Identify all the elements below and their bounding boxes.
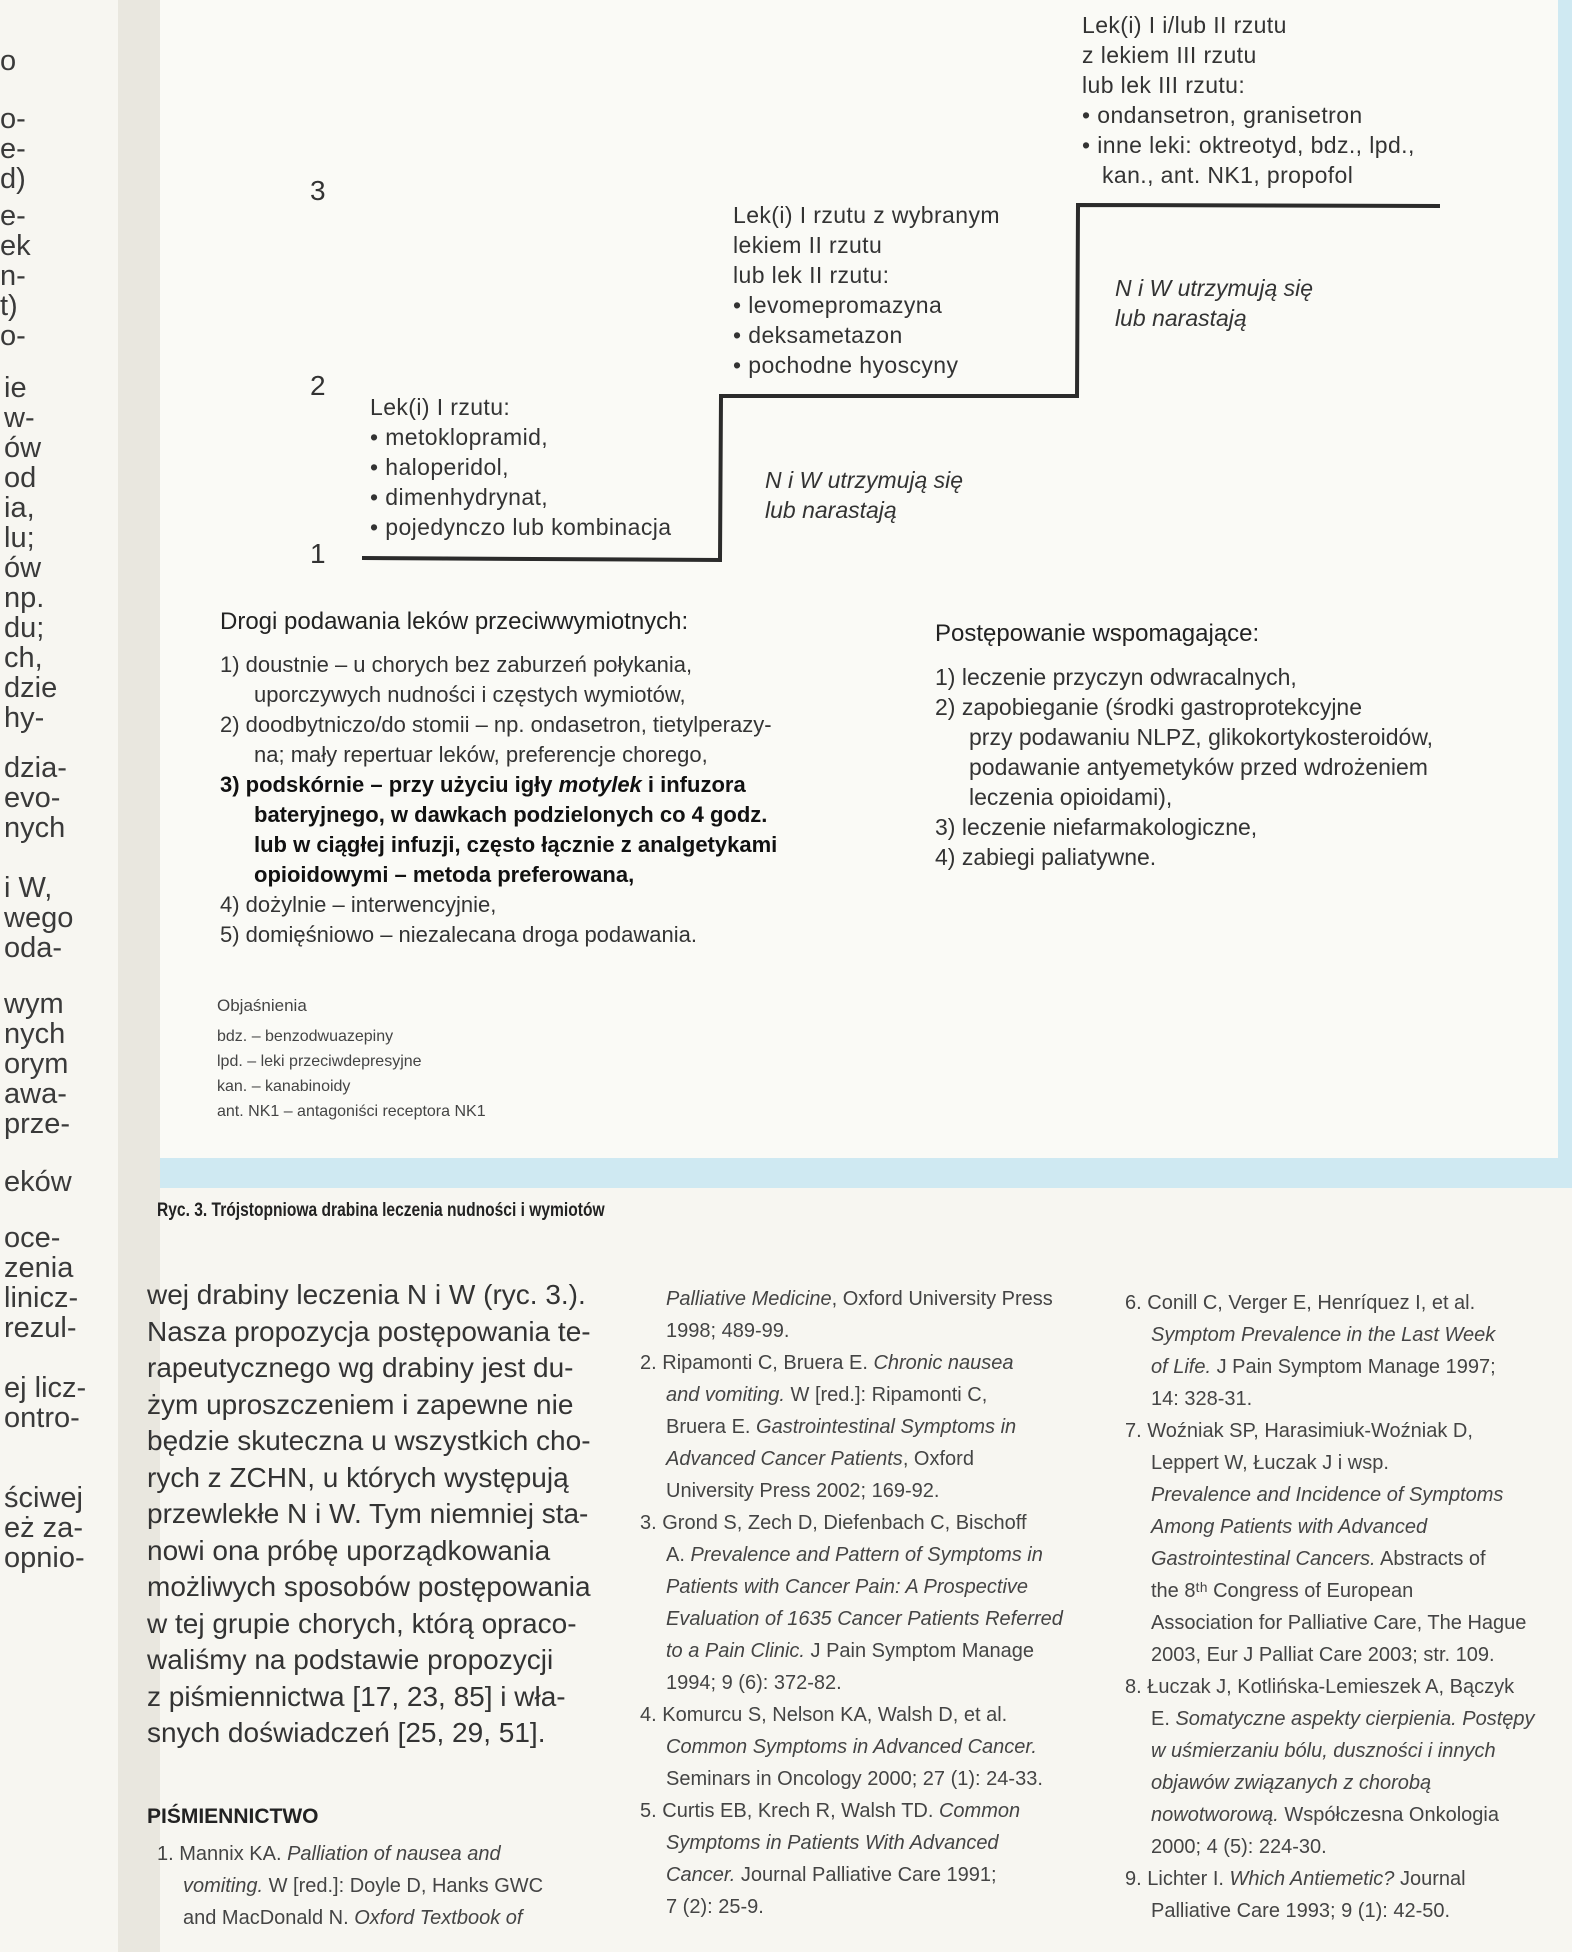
margin-fragment: t) [0,290,18,322]
route-line: 2) doodbytniczo/do stomii – np. ondasetron, tietylperazy- [220,712,772,737]
body-line: możliwych sposobów postępowania [147,1571,591,1602]
reference-item [640,1347,1120,1507]
margin-fragment: ek [0,230,31,262]
margin-fragment: dzia- [4,752,67,784]
reference-item [640,1795,1120,1923]
explanation-item: ant. NK1 – antagoniści receptora NK1 [217,1103,486,1120]
body-paragraph [147,1277,592,1752]
margin-fragment: wym [4,988,64,1020]
routes-section [220,608,777,950]
margin-fragment: nych [4,812,66,844]
figure-panel [160,0,1558,1158]
margin-fragment: o [0,45,17,77]
reference-line: Palliative Care 1993; 9 (1): 42-50. [1151,1900,1451,1922]
reference-item [1125,1863,1570,1927]
step-2-title: lub lek II rzutu: [733,262,890,288]
note-line: N i W utrzymują się [765,467,964,493]
step-number-1: 1 [310,538,326,569]
margin-fragment: ściwej [4,1482,83,1514]
body-line: Nasza propozycja postępowania te- [147,1315,591,1347]
reference-item [640,1283,1120,1347]
step-1-item: • dimenhydrynat, [370,482,671,512]
reference-line: to a Pain Clinic. J Pain Symptom Manage [666,1640,1034,1662]
reference-line: w uśmierzaniu bólu, duszności i innych [1151,1740,1496,1762]
references-column-2 [640,1283,1120,1923]
reference-item [640,1699,1120,1795]
reference-line: 6. Conill C, Verger E, Henríquez I, et al. [1125,1292,1476,1314]
body-line: w tej grupie chorych, którą opraco- [147,1607,577,1639]
reference-line: the 8ᵗʰ Congress of European [1151,1580,1414,1602]
reference-line: Prevalence and Incidence of Symptoms [1151,1484,1504,1506]
step-1-item: • haloperidol, [370,452,671,482]
supportive-item [935,812,1433,842]
reference-line: 1998; 489-99. [666,1320,790,1342]
explanation-item: lpd. – leki przeciwdepresyjne [217,1053,422,1070]
margin-fragment: oda- [4,932,63,964]
margin-fragment: ej licz- [4,1372,87,1404]
reference-line: Among Patients with Advanced [1151,1516,1428,1538]
supportive-line: podawanie antyemetyków przed wdrożeniem [969,754,1428,780]
step-number-3: 3 [310,175,326,206]
margin-fragment: ch, [4,642,43,674]
note-line: lub narastają [765,497,897,523]
step-3-item: • inne leki: oktreotyd, bdz., lpd., [1082,130,1415,160]
route-line: uporczywych nudności i częstych wymiotów, [254,682,686,707]
step-1-title: Lek(i) I rzutu: [370,394,511,420]
margin-fragment: np. [4,582,45,614]
supportive-list [935,662,1433,872]
margin-fragment: i W, [4,872,53,904]
supportive-heading: Postępowanie wspomagające: [935,620,1260,647]
references-column-3 [1125,1287,1570,1927]
reference-line: 5. Curtis EB, Krech R, Walsh TD. Common [640,1800,1021,1822]
explanations-heading: Objaśnienia [217,996,307,1015]
step-3-title: lub lek III rzutu: [1082,72,1246,98]
reference-line: 2000; 4 (5): 224-30. [1151,1836,1327,1858]
note-line: N i W utrzymują się [1115,275,1314,301]
step-3-item-cont: kan., ant. NK1, propofol [1102,162,1354,188]
margin-fragment: ów [4,432,42,464]
supportive-item [935,842,1433,872]
margin-fragment: rezul- [4,1312,77,1344]
margin-fragment: hy- [4,702,45,734]
supportive-line: przy podawaniu NLPZ, glikokortykosteroidów, [969,724,1434,750]
step-2-item: • levomepromazyna [733,290,1000,320]
step-1-item: • pojedynczo lub kombinacja [370,512,671,542]
margin-fragment: du; [4,612,45,644]
route-item [220,650,777,710]
reference-line: Gastrointestinal Cancers. Abstracts of [1151,1548,1486,1570]
body-line: przewlekłe N i W. Tym niemniej sta- [147,1498,589,1529]
reference-line: and vomiting. W [red.]: Ripamonti C, [666,1384,988,1406]
route-item [220,710,777,770]
margin-fragment: eż za- [4,1512,83,1544]
reference-line: Seminars in Oncology 2000; 27 (1): 24-33. [666,1768,1043,1790]
route-line: lub w ciągłej infuzji, często łącznie z analgetykami [254,832,778,857]
reference-line: Palliative Medicine, Oxford University Press [666,1288,1053,1310]
figure-caption: Ryc. 3. Trójstopniowa drabina leczenia nudności i wymiotów [157,1200,605,1221]
body-line: rapeutycznego wg drabiny jest du- [147,1352,574,1383]
margin-fragment: d) [0,163,26,195]
reference-item [1125,1671,1570,1863]
margin-fragment: ie [4,372,27,404]
margin-fragment: oce- [4,1222,61,1254]
route-item [220,770,777,890]
reference-line: Patients with Cancer Pain: A Prospective [666,1576,1029,1598]
reference-item [1125,1415,1570,1671]
supportive-line: 1) leczenie przyczyn odwracalnych, [935,664,1297,690]
reference-line: 14: 328-31. [1151,1388,1253,1410]
reference-line: nowotworową. Współczesna Onkologia [1151,1804,1499,1826]
route-line: bateryjnego, w dawkach podzielonych co 4 godz. [254,802,768,827]
margin-fragment: o- [0,320,26,352]
supportive-section [935,620,1433,872]
step-1-drugs [370,392,671,542]
reference-item [157,1838,617,1934]
step-3-item: • ondansetron, granisetron [1082,100,1415,130]
route-line: 3) podskórnie – przy użyciu igły motylek i infuzora [220,772,746,797]
reference-item [1125,1287,1570,1415]
reference-line: 4. Komurcu S, Nelson KA, Walsh D, et al. [640,1704,1008,1726]
step-2-title: lekiem II rzutu [733,232,883,258]
margin-fragment: o- [0,103,26,135]
supportive-item [935,662,1433,692]
margin-fragment: ów [4,552,42,584]
route-line: 5) domięśniowo – niezalecana droga podawania. [220,922,697,947]
supportive-line: leczenia opioidami), [969,784,1173,810]
supportive-item [935,692,1433,812]
reference-line: of Life. J Pain Symptom Manage 1997; [1151,1356,1496,1378]
route-line: 4) dożylnie – interwencyjnie, [220,892,497,917]
reference-line: 9. Lichter I. Which Antiemetic? Journal [1125,1868,1466,1890]
reference-line: Evaluation of 1635 Cancer Patients Referred [666,1608,1063,1630]
margin-fragment: ontro- [4,1402,80,1434]
body-line: waliśmy na podstawie propozycji [147,1644,554,1675]
routes-heading: Drogi podawania leków przeciwwymiotnych: [220,608,689,635]
escalation-note-1 [765,465,963,525]
body-line: rych z ZCHN, u których występują [147,1461,569,1493]
body-line: z piśmiennictwa [17, 23, 85] i wła- [147,1680,566,1712]
margin-fragment: ia, [4,492,35,524]
explanations [217,993,486,1124]
supportive-line: 2) zapobieganie (środki gastroprotekcyjne [935,694,1363,720]
supportive-line: 3) leczenie niefarmakologiczne, [935,814,1258,840]
margin-fragment: zenia [4,1252,74,1284]
margin-fragment: e- [0,200,26,232]
margin-fragment: awa- [4,1078,67,1110]
reference-line: Advanced Cancer Patients, Oxford [666,1448,974,1470]
step-3-drugs [1082,10,1415,190]
reference-line: Bruera E. Gastrointestinal Symptoms in [666,1416,1017,1438]
step-2-drugs [733,200,1000,380]
reference-line: vomiting. W [red.]: Doyle D, Hanks GWC [183,1875,544,1897]
reference-line: 7 (2): 25-9. [666,1896,764,1918]
margin-fragment: linicz- [4,1282,79,1314]
route-item [220,920,777,950]
step-2-item: • pochodne hyoscyny [733,350,1000,380]
left-page-margin-text [0,0,118,1952]
reference-line: Leppert W, Łuczak J i wsp. [1151,1452,1389,1474]
reference-line: 8. Łuczak J, Kotlińska-Lemieszek A, Bączyk [1125,1676,1515,1698]
body-line: będzie skuteczna u wszystkich cho- [147,1425,591,1456]
references-column-1 [157,1838,617,1934]
margin-fragment: opnio- [4,1542,85,1574]
reference-line: A. Prevalence and Pattern of Symptoms in [666,1544,1043,1566]
body-line: snych doświadczeń [25, 29, 51]. [147,1717,546,1748]
explanation-item: kan. – kanabinoidy [217,1078,351,1095]
reference-line: Cancer. Journal Palliative Care 1991; [666,1864,997,1886]
reference-item [640,1507,1120,1699]
routes-list [220,650,777,950]
margin-fragment: w- [4,402,35,434]
route-line: 1) doustnie – u chorych bez zaburzeń połykania, [220,652,693,677]
reference-line: Common Symptoms in Advanced Cancer. [666,1736,1037,1758]
margin-fragment: lu; [4,522,35,554]
body-line: nowi ona próbę uporządkowania [147,1534,551,1566]
step-number-2: 2 [310,370,326,401]
reference-line: University Press 2002; 169-92. [666,1480,940,1502]
margin-fragment: od [4,462,37,494]
margin-fragment: nych [4,1018,66,1050]
margin-fragment: eków [4,1166,72,1198]
route-line: na; mały repertuar leków, preferencje chorego, [254,742,708,767]
margin-fragment: wego [4,902,74,934]
supportive-line: 4) zabiegi paliatywne. [935,844,1157,870]
escalation-note-2 [1115,273,1313,333]
reference-line: 3. Grond S, Zech D, Diefenbach C, Bischoff [640,1512,1027,1534]
route-line: opioidowymi – metoda preferowana, [254,862,635,887]
reference-line: 7. Woźniak SP, Harasimiuk-Woźniak D, [1125,1420,1473,1442]
step-3-title: Lek(i) I i/lub II rzutu [1082,12,1287,38]
references-heading: PIŚMIENNICTWO [147,1805,319,1828]
reference-line: Symptoms in Patients With Advanced [666,1832,999,1854]
reference-line: and MacDonald N. Oxford Textbook of [183,1907,523,1929]
margin-fragment: e- [0,133,26,165]
margin-fragment: n- [0,260,26,292]
reference-line: E. Somatyczne aspekty cierpienia. Postępy [1151,1708,1535,1730]
step-1-item: • metoklopramid, [370,422,671,452]
reference-line: 2. Ripamonti C, Bruera E. Chronic nausea [640,1352,1014,1374]
reference-line: 1. Mannix KA. Palliation of nausea and [157,1843,501,1865]
step-2-title: Lek(i) I rzutu z wybranym [733,202,1000,228]
margin-fragment: evo- [4,782,61,814]
margin-fragment: dzie [4,672,58,704]
body-line: wej drabiny leczenia N i W (ryc. 3.). [147,1279,586,1310]
step-2-item: • deksametazon [733,320,1000,350]
margin-fragment: orym [4,1048,69,1080]
reference-line: objawów związanych z chorobą [1151,1772,1432,1794]
figure-ladder [160,0,1572,1188]
explanation-item: bdz. – benzodwuazepiny [217,1028,394,1045]
route-item [220,890,777,920]
reference-line: Symptom Prevalence in the Last Week [1151,1324,1496,1346]
reference-line: 2003, Eur J Palliat Care 2003; str. 109. [1151,1644,1495,1666]
note-line: lub narastają [1115,305,1247,331]
margin-fragment: prze- [4,1108,71,1140]
step-3-title: z lekiem III rzutu [1082,42,1257,68]
body-line: żym uproszczeniem i zapewne nie [147,1388,574,1420]
reference-line: 1994; 9 (6): 372-82. [666,1672,842,1694]
reference-line: Association for Palliative Care, The Hague [1151,1612,1527,1634]
